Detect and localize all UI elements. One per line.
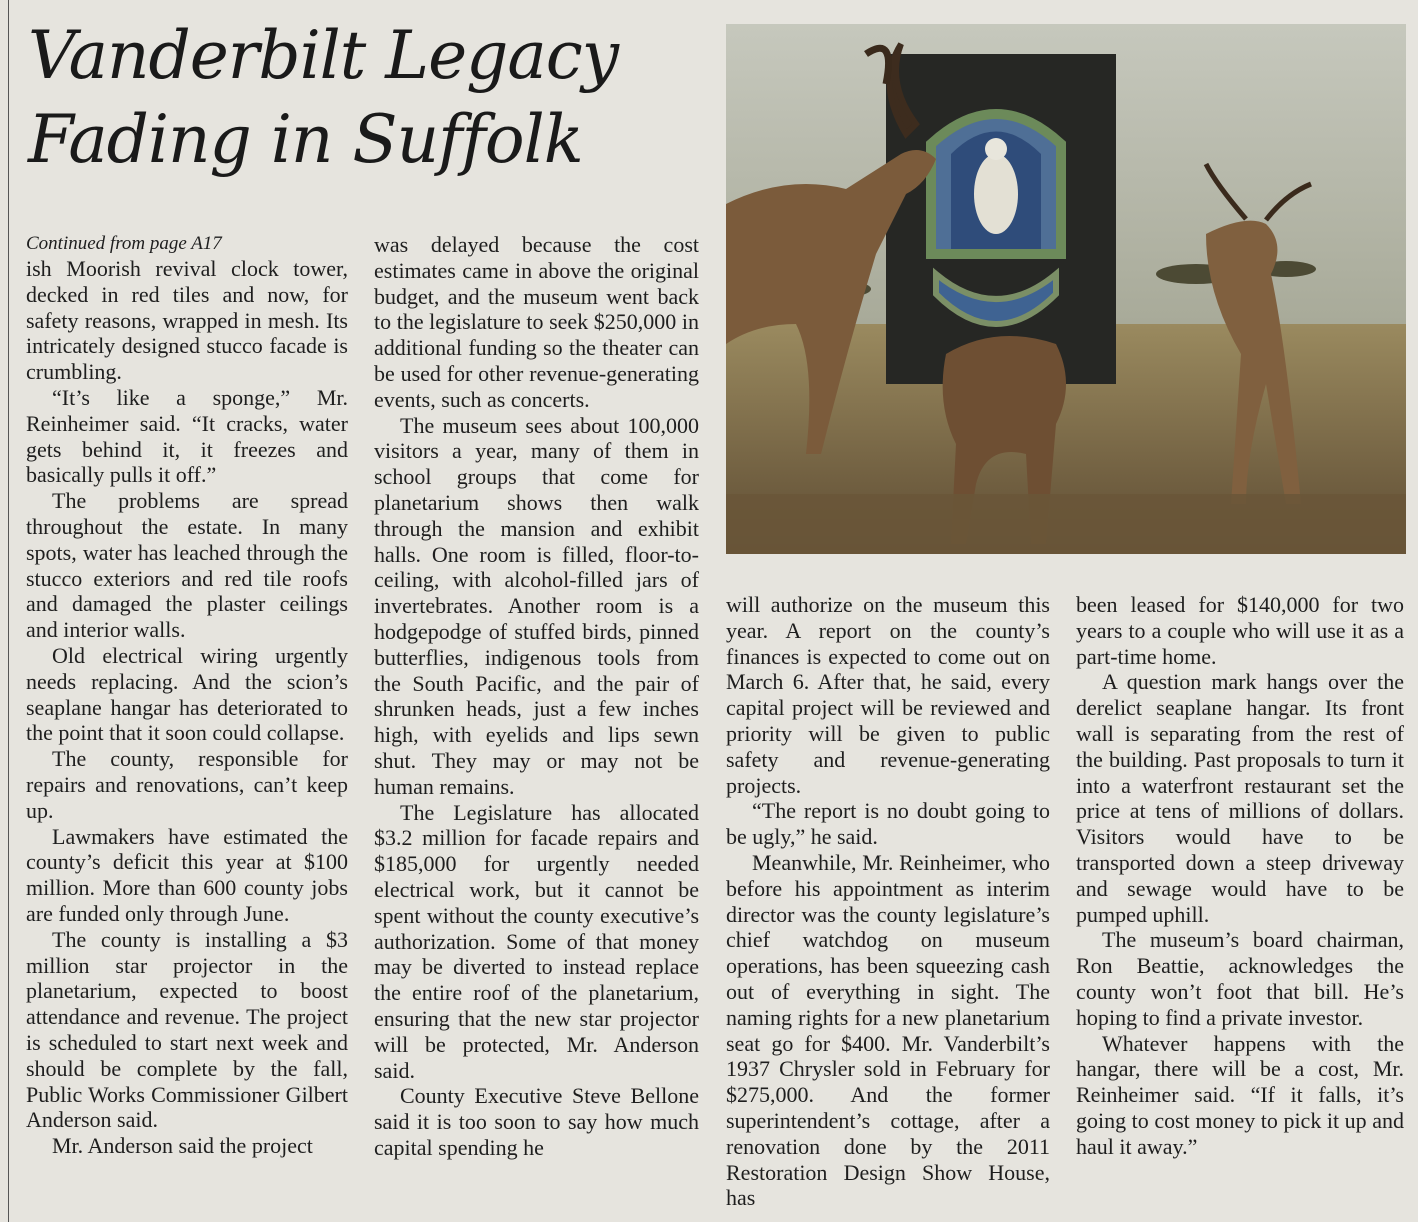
headline-line-1: Vanderbilt Legacy xyxy=(28,17,619,94)
paragraph: will authorize on the museum this year. A report on the county’s finances is expected to come out on March 6. After that, he said, every capital project will be reviewed and priority will be given to public safety and revenue-generating projects. xyxy=(726,592,1050,798)
paragraph: been leased for $140,000 for two years to a couple who will use it as a part-time home. xyxy=(1076,592,1404,669)
paragraph: Whatever happens with the hangar, there will be a cost, Mr. Reinheimer said. “If it falls, it’s going to cost money to pick it up and haul it away.” xyxy=(1076,1030,1404,1159)
paragraph: The museum sees about 100,000 visitors a year, many of them in school groups that come for planetarium shows then walk through the mansion and exhibit halls. One room is filled, floor-to-ceiling, with alcohol-filled jars of invertebrates. Another room is a hodgepodge of stuffed birds, pinned butterflies, indigenous tools from the South Pacific, and the pair of shrunken heads, just a few inches high, with eyelids and lips sewn shut. They may or may not be human remains. xyxy=(374,412,699,799)
photo-illustration xyxy=(726,24,1406,554)
paragraph: Meanwhile, Mr. Reinheimer, who before his appointment as interim director was the county legislature’s chief watchdog on museum operations, has been squeezing cash out of everything in sight. The naming rights for a new planetarium seat go for $400. Mr. Vanderbilt’s 1937 Chrysler sold in February for $275,000. And the former superintendent’s cottage, after a renovation done by the 2011 Restoration Design Show House, has xyxy=(726,849,1050,1211)
museum-diorama-photo xyxy=(726,24,1406,554)
paragraph: The county, responsible for repairs and renovations, can’t keep up. xyxy=(26,746,348,823)
article-column-3 xyxy=(726,592,1050,1211)
paragraph: The museum’s board chairman, Ron Beattie, acknowledges the county won’t foot that bill. He’s hoping to find a private investor. xyxy=(1076,927,1404,1030)
continued-from-label: Continued from page A17 xyxy=(26,233,222,254)
article-column-1 xyxy=(26,232,348,1159)
paragraph: Old electrical wiring urgently needs replacing. And the scion’s seaplane hangar has deteriorated to the point that it soon could collapse. xyxy=(26,642,348,746)
paragraph: The county is installing a $3 million star projector in the planetarium, expected to boost attendance and revenue. The project is scheduled to start next week and should be complete by the fall, Public Works Commissioner Gilbert Anderson said. xyxy=(26,926,348,1133)
headline-line-2: Fading in Suffolk xyxy=(28,101,583,178)
article-column-4 xyxy=(1076,592,1404,1160)
paragraph: Mr. Anderson said the project xyxy=(52,1133,313,1159)
paragraph: The Legislature has allocated $3.2 million for facade repairs and $185,000 for urgently needed electrical work, but it cannot be spent without the county executive’s authorization. Some of that money may be diverted to instead replace the entire roof of the planetarium, ensuring that the new star projector will be protected, Mr. Anderson said. xyxy=(374,799,699,1083)
paragraph: The problems are spread throughout the estate. In many spots, water has leached through the stucco exteriors and red tile roofs and damaged the plaster ceilings and interior walls. xyxy=(26,488,348,643)
paragraph: ish Moorish revival clock tower, decked in red tiles and now, for safety reasons, wrapped in mesh. Its intricately designed stucco facade is crumbling. xyxy=(26,256,348,385)
page-border-rule xyxy=(8,0,9,1222)
paragraph: “The report is no doubt going to be ugly,” he said. xyxy=(726,798,1050,850)
paragraph: was delayed because the cost estimates came in above the original budget, and the museum went back to the legislature to seek $250,000 in additional funding so the theater can be used for other revenue-generating events, such as concerts. xyxy=(374,232,699,412)
headline xyxy=(28,14,708,182)
paragraph: Lawmakers have estimated the county’s deficit this year at $100 million. More than 600 county jobs are funded only through June. xyxy=(26,823,348,926)
paragraph: County Executive Steve Bellone said it is too soon to say how much capital spending he xyxy=(374,1083,699,1160)
article-column-2 xyxy=(374,232,699,1161)
paragraph: “It’s like a sponge,” Mr. Reinheimer said. “It cracks, water gets behind it, it freezes and basically pulls it off.” xyxy=(26,384,348,488)
paragraph: A question mark hangs over the derelict seaplane hangar. Its front wall is separating from the rest of the building. Past proposals to turn it into a waterfront restaurant set the price at tens of millions of dollars. Visitors would have to be transported down a steep driveway and sewage would have to be pumped uphill. xyxy=(1076,669,1404,927)
